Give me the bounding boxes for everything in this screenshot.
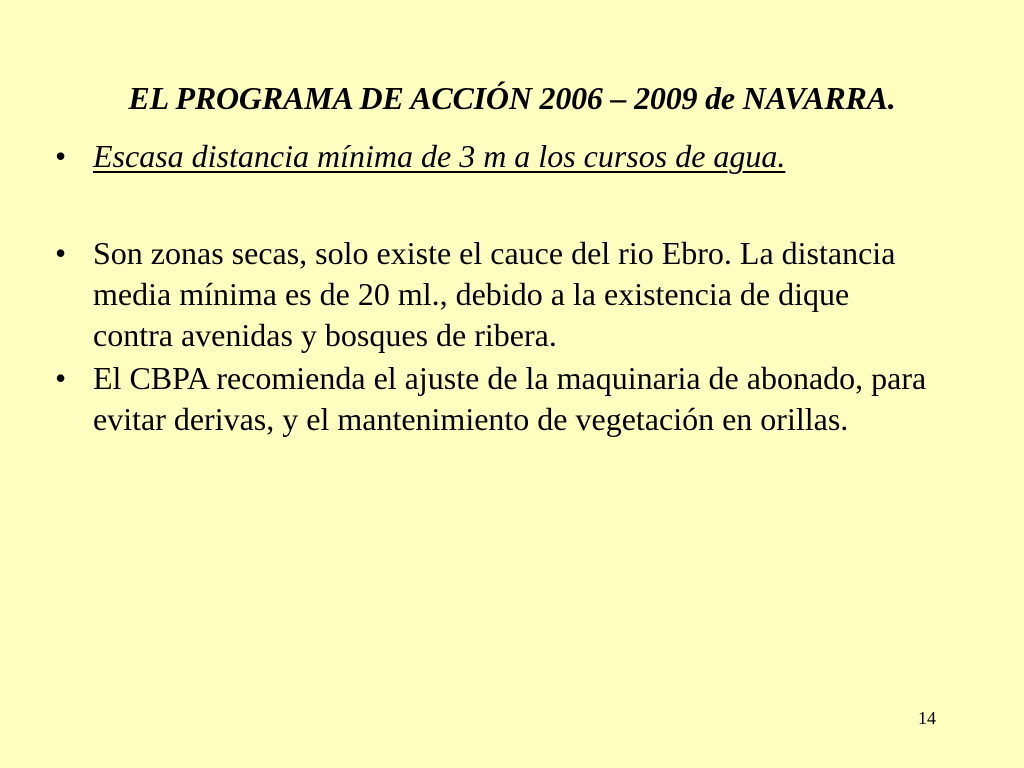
bullet-item bbox=[55, 233, 935, 356]
bullet-text: Son zonas secas, solo existe el cauce del rio Ebro. La distancia media mínima es de 20 ml., debido a la existencia de dique contra avenidas y bosques de ribera. bbox=[93, 235, 896, 353]
bullet-list bbox=[55, 136, 935, 440]
bullet-marker: • bbox=[55, 360, 67, 396]
slide-title: EL PROGRAMA DE ACCIÓN 2006 – 2009 de NAVARRA. bbox=[128, 80, 896, 116]
bullet-text: Escasa distancia mínima de 3 m a los cursos de agua. bbox=[93, 138, 786, 174]
bullet-item bbox=[55, 136, 935, 177]
bullet-marker: • bbox=[55, 138, 67, 174]
page-number: 14 bbox=[918, 708, 936, 728]
bullet-item bbox=[55, 358, 935, 440]
bullet-marker: • bbox=[55, 235, 67, 271]
bullet-text: El CBPA recomienda el ajuste de la maquinaria de abonado, para evitar derivas, y el mantenimiento de vegetación en orillas. bbox=[93, 360, 927, 437]
